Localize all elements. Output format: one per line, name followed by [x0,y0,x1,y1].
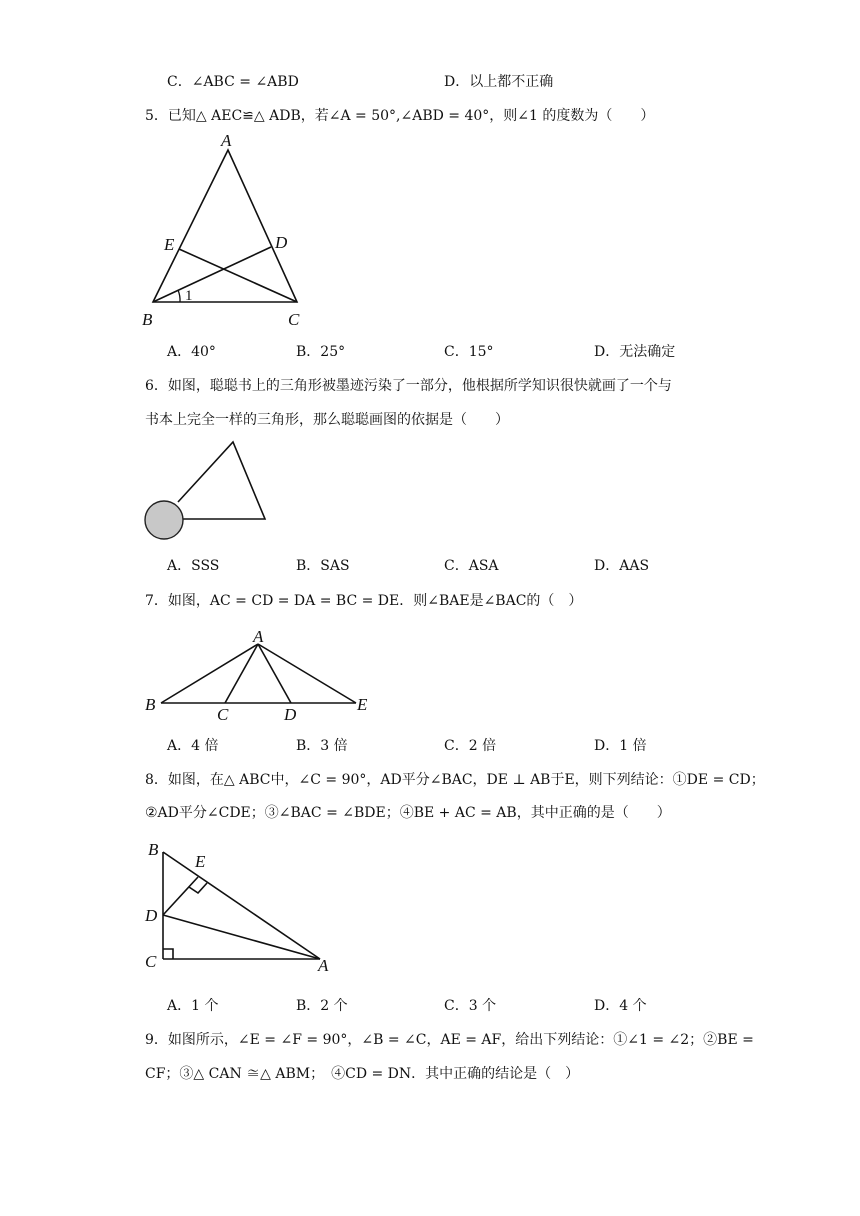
q5-label-c: C [288,310,300,329]
q7-label-a: A [253,627,264,646]
q5-option-d: D．无法确定 [594,344,676,360]
q5-stem: 5．已知△ AEC≌△ ADB，若∠A = 50°,∠ABD = 40°，则∠1 的度数为（ ） [145,108,655,124]
q5-segment-bd [153,247,271,302]
q5-option-b: B．25° [296,344,346,360]
q5-label-angle1: 1 [185,288,193,304]
q8-option-b: B．2 个 [296,998,348,1014]
q5-label-b: B [142,310,153,329]
q5-label-e: E [164,235,175,254]
q6-visible-triangle-sides [178,442,265,519]
q8-label-b: B [148,840,159,859]
q8-label-d: D [145,906,158,925]
q6-ink-blot [145,501,183,539]
q6-option-b: B．SAS [296,558,350,574]
q8-option-d: D．4 个 [594,998,647,1014]
q5-triangle-figure [140,132,320,354]
q9-stem-line1: 9．如图所示，∠E = ∠F = 90°，∠B = ∠C，AE = AF，给出下列结论：①∠1 = ∠2；②BE = [145,1032,754,1048]
q4-option-d: D．以上都不正确 [444,74,554,90]
q7-label-b: B [145,695,156,714]
q7-figure [140,624,380,724]
q5-triangle-abc [153,150,297,302]
q8-option-c: C．3 个 [444,998,497,1014]
q7-label-d: D [284,705,297,724]
q5-label-d: D [275,233,288,252]
q7-stem: 7．如图，AC = CD = DA = BC = DE．则∠BAE是∠BAC的（ ） [145,593,583,609]
q9-stem-line2: CF；③△ CAN ≅△ ABM； ④CD = DN．其中正确的结论是（ ） [145,1066,580,1082]
q5-segment-ce [179,249,297,302]
q5-label-a: A [221,131,232,150]
q5-option-a: A．40° [167,344,216,360]
q8-stem-line1: 8．如图，在△ ABC中，∠C = 90°，AD平分∠BAC，DE ⊥ AB于E，则下列结论：①DE = CD； [145,772,765,788]
q6-option-a: A．SSS [167,558,220,574]
q8-segment-da [163,915,320,959]
q8-label-c: C [145,952,157,971]
q5-option-c: C．15° [444,344,494,360]
q8-segment-ba [163,852,320,959]
q8-option-a: A．1 个 [167,998,219,1014]
q6-option-d: D．AAS [594,558,650,574]
q8-right-angle-c [163,949,173,959]
q7-option-b: B．3 倍 [296,738,348,754]
q7-option-d: D．1 倍 [594,738,647,754]
q8-label-a: A [318,956,329,975]
q8-stem-line2: ②AD平分∠CDE；③∠BAC = ∠BDE；④BE + AC = AB，其中正确的是（ ） [145,805,671,821]
q6-stem-line1: 6．如图，聪聪书上的三角形被墨迹污染了一部分，他根据所学知识很快就画了一个与 [145,378,672,394]
q6-option-c: C．ASA [444,558,499,574]
q8-segment-de [163,877,198,915]
q7-segment-ab [161,644,258,703]
q5-angle1-arc [178,290,180,302]
q8-label-e: E [195,852,206,871]
q6-stem-line2: 书本上完全一样的三角形，那么聪聪画图的依据是（ ） [145,412,509,428]
q7-option-a: A．4 倍 [167,738,219,754]
q7-segment-ad [258,644,291,703]
q7-segment-ac [225,644,258,703]
q6-triangle-figure [140,436,280,546]
q7-label-c: C [217,705,229,724]
q7-segment-ae [258,644,356,703]
q4-option-c: C．∠ABC = ∠ABD [167,74,299,90]
q8-figure [140,836,340,976]
q7-option-c: C．2 倍 [444,738,497,754]
q7-label-e: E [357,695,368,714]
